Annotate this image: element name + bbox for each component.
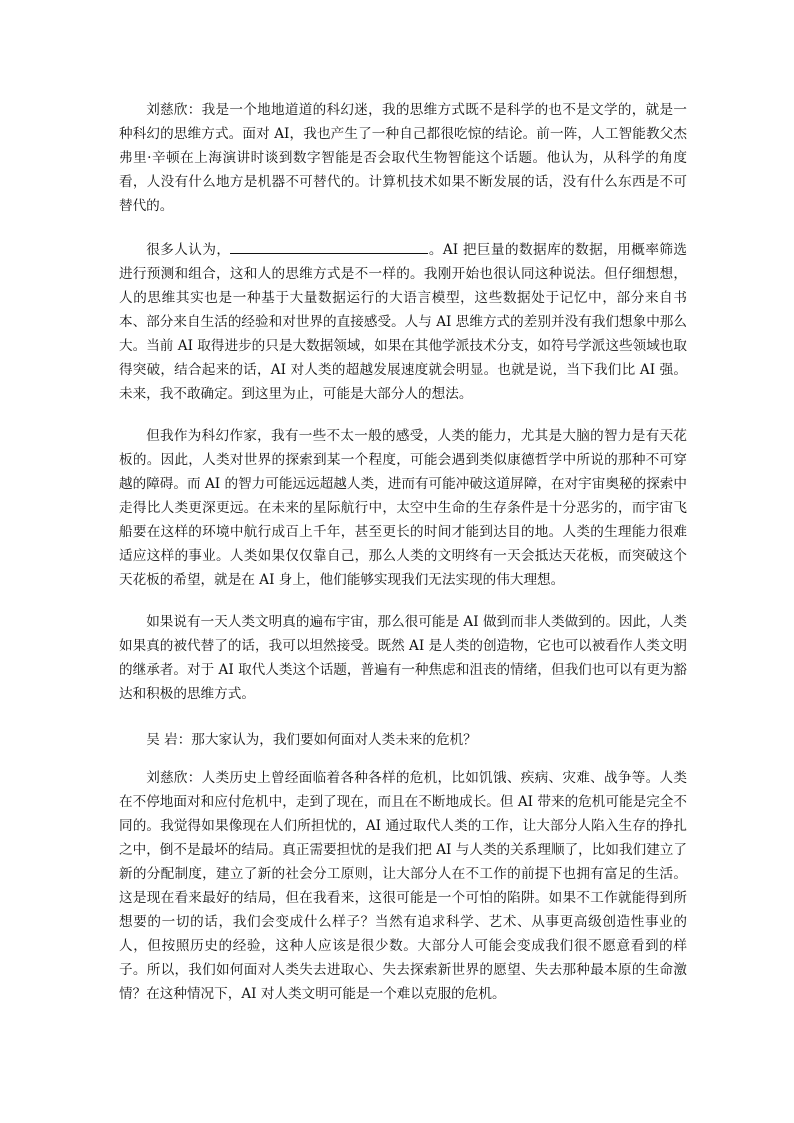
- paragraph-5: 吴 岩：那大家认为，我们要如何面对人类未来的危机？: [146, 732, 477, 748]
- paragraph-6: 刘慈欣：人类历史上曾经面临着各种各样的危机，比如饥饿、疾病、灾难、战争等。人类在不停地面对和应付危机中，走到了现在，而且在不断地成长。但 AI 带来的危机可能是完全不同的。我觉得如果像现在人们所担忧的，AI 通过取代人类的工作，让大部分人陷入生存的挣扎之中，倒不是最坏的结局。真正需要担忧的是我们把 AI 与人类的关系理顺了，比如我们建立了新的分配制度，建立了新的社会分工原则，让大部分人在不工作的前提下也拥有富足的生活。这是现在看来最好的结局，但在我看来，这很可能是一个可怕的陷阱。如果不工作就能得到所想要的一切的话，我们会变成什么样子？当然有追求科学、艺术、从事更高级创造性事业的人，但按照历史的经验，这种人应该是很少数。大部分人可能会变成我们很不愿意看到的样子。所以，我们如何面对人类失去进取心、失去探索新世界的愿望、失去那种最本原的生命激情？在这种情况下，AI 对人类文明可能是一个难以克服的危机。: [119, 770, 687, 1002]
- paragraph-2-lead: 很多人认为，: [146, 242, 231, 258]
- paragraph-2: [119, 238, 687, 406]
- fill-in-blank: [230, 239, 428, 254]
- paragraph-1: 刘慈欣：我是一个地地道道的科幻迷，我的思维方式既不是科学的也不是文学的，就是一种科幻的思维方式。面对 AI，我也产生了一种自己都很吃惊的结论。前一阵，人工智能教父杰弗里·辛顿在上海演讲时谈到数字智能是否会取代生物智能这个话题。他认为，从科学的角度看，人没有什么地方是机器不可替代的。计算机技术如果不断发展的话，没有什么东西是不可替代的。: [119, 102, 687, 214]
- paragraph-3: 但我作为科幻作家，我有一些不太一般的感受，人类的能力，尤其是大脑的智力是有天花板的。因此，人类对世界的探索到某一个程度，可能会遇到类似康德哲学中所说的那种不可穿越的障碍。而 AI 的智力可能远远超越人类，进而有可能冲破这道屏障，在对宇宙奥秘的探索中走得比人类更深更远。在未来的星际航行中，太空中生命的生存条件是十分恶劣的，而宇宙飞船要在这样的环境中航行成百上千年，甚至更长的时间才能到达目的地。人类的生理能力很难适应这样的事业。人类如果仅仅靠自己，那么人类的文明终有一天会抵达天花板，而突破这个天花板的希望，就是在 AI 身上，他们能够实现我们无法实现的伟大理想。: [119, 428, 687, 588]
- paragraph-2-rest: 。AI 把巨量的数据库的数据，用概率筛选进行预测和组合，这和人的思维方式是不一样的。我刚开始也很认同这种说法。但仔细想想，人的思维其实也是一种基于大量数据运行的大语言模型，这些数据处于记忆中，部分来自书本、部分来自生活的经验和对世界的直接感受。人与 AI 思维方式的差别并没有我们想象中那么大。当前 AI 取得进步的只是大数据领域，如果在其他学派技术分支，如符号学派这些领域也取得突破，结合起来的话，AI 对人类的超越发展速度就会明显。也就是说，当下我们比 AI 强。未来，我不敢确定。到这里为止，可能是大部分人的想法。: [119, 242, 688, 402]
- paragraph-4: 如果说有一天人类文明真的遍布宇宙，那么很可能是 AI 做到而非人类做到的。因此，人类如果真的被代替了的话，我可以坦然接受。既然 AI 是人类的创造物，它也可以被看作人类文明的继承者。对于 AI 取代人类这个话题，普遍有一种焦虑和沮丧的情绪，但我们也可以有更为豁达和积极的思维方式。: [119, 614, 687, 702]
